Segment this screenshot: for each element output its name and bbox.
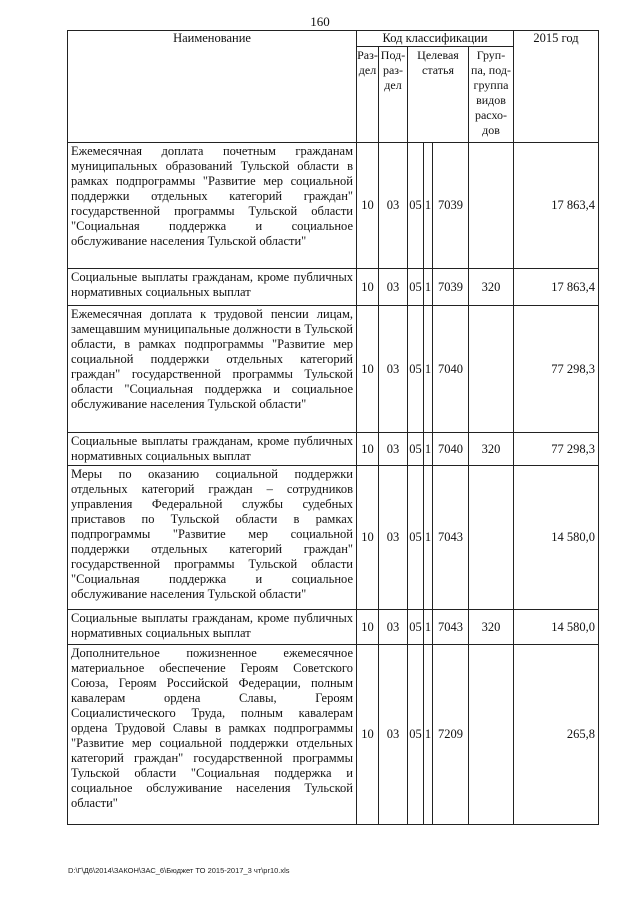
row-name: Ежемесячная доплата почетным гражданам муниципальных образований Тульской области в рамках подпрограммы "Развитие мер социальной поддержки отдельных категорий граждан" государственной программы Тульской области "Социальная поддержка и социальное обслуживание населения Тульской области" bbox=[68, 143, 357, 269]
row-target-subprogram: 1 bbox=[424, 466, 433, 610]
row-expense-type bbox=[469, 466, 514, 610]
row-expense-type: 320 bbox=[469, 269, 514, 306]
row-target-program: 05 bbox=[408, 645, 424, 825]
header-name: Наименование bbox=[68, 31, 357, 143]
header-year: 2015 год bbox=[514, 31, 599, 143]
row-name: Социальные выплаты гражданам, кроме публичных нормативных социальных выплат bbox=[68, 269, 357, 306]
row-target-code: 7043 bbox=[433, 610, 469, 645]
table-row bbox=[68, 610, 599, 645]
row-target-code: 7040 bbox=[433, 306, 469, 433]
row-target-code: 7039 bbox=[433, 143, 469, 269]
row-amount: 265,8 bbox=[514, 645, 599, 825]
row-amount: 77 298,3 bbox=[514, 433, 599, 466]
row-podrazdel: 03 bbox=[379, 466, 408, 610]
table-row bbox=[68, 433, 599, 466]
row-expense-type bbox=[469, 306, 514, 433]
header-target-article: Целевая статья bbox=[408, 47, 469, 143]
row-target-subprogram: 1 bbox=[424, 306, 433, 433]
header-razdel: Раз- дел bbox=[357, 47, 379, 143]
row-name: Меры по оказанию социальной поддержки отдельных категорий граждан – сотрудников управления Федеральной службы судебных приставов по Тульской области в рамках подпрограммы "Развитие мер социальной поддержки отдельных категорий граждан" государственной программы Тульской области "Социальная поддержка и социальное обслуживание населения Тульской области" bbox=[68, 466, 357, 610]
header-podrazdel: Под- раз- дел bbox=[379, 47, 408, 143]
row-target-program: 05 bbox=[408, 433, 424, 466]
row-target-code: 7039 bbox=[433, 269, 469, 306]
row-podrazdel: 03 bbox=[379, 143, 408, 269]
table-row bbox=[68, 645, 599, 825]
row-amount: 14 580,0 bbox=[514, 466, 599, 610]
table-row bbox=[68, 143, 599, 269]
row-name: Ежемесячная доплата к трудовой пенсии лицам, замещавшим муниципальные должности в Тульской области, в рамках подпрограммы "Развитие мер социальной поддержки отдельных категорий граждан" государственной программы Тульской области "Социальная поддержка и социальное обслуживание населения Тульской области" bbox=[68, 306, 357, 433]
row-razdel: 10 bbox=[357, 610, 379, 645]
row-podrazdel: 03 bbox=[379, 269, 408, 306]
row-target-program: 05 bbox=[408, 610, 424, 645]
row-amount: 77 298,3 bbox=[514, 306, 599, 433]
row-amount: 17 863,4 bbox=[514, 143, 599, 269]
row-amount: 14 580,0 bbox=[514, 610, 599, 645]
row-razdel: 10 bbox=[357, 466, 379, 610]
row-target-program: 05 bbox=[408, 269, 424, 306]
header-classification-code: Код классификации bbox=[357, 31, 514, 47]
row-target-subprogram: 1 bbox=[424, 610, 433, 645]
row-target-subprogram: 1 bbox=[424, 433, 433, 466]
row-target-subprogram: 1 bbox=[424, 645, 433, 825]
row-razdel: 10 bbox=[357, 143, 379, 269]
row-target-program: 05 bbox=[408, 143, 424, 269]
row-expense-type bbox=[469, 645, 514, 825]
row-name: Социальные выплаты гражданам, кроме публичных нормативных социальных выплат bbox=[68, 433, 357, 466]
row-expense-type: 320 bbox=[469, 433, 514, 466]
row-podrazdel: 03 bbox=[379, 645, 408, 825]
table-row bbox=[68, 466, 599, 610]
row-razdel: 10 bbox=[357, 433, 379, 466]
row-target-program: 05 bbox=[408, 306, 424, 433]
table-row bbox=[68, 269, 599, 306]
row-expense-type bbox=[469, 143, 514, 269]
row-name: Дополнительное пожизненное ежемесячное материальное обеспечение Героям Советского Союза, Героям Российской Федерации, полным кавалерам ордена Славы, Героям Социалистического Труда, полным кавалерам ордена Трудовой Славы в рамках подпрограммы "Развитие мер социальной поддержки отдельных категорий граждан" государственной программы Тульской области "Социальная поддержка и социальное обслуживание населения Тульской области" bbox=[68, 645, 357, 825]
file-path-footer: D:\Г\Д6\2014\ЗАКОН\ЗАС_6\Бюджет ТО 2015-2017_3 чт\pr10.xls bbox=[68, 866, 290, 875]
table-row bbox=[68, 306, 599, 433]
row-razdel: 10 bbox=[357, 306, 379, 433]
row-target-subprogram: 1 bbox=[424, 143, 433, 269]
row-expense-type: 320 bbox=[469, 610, 514, 645]
row-amount: 17 863,4 bbox=[514, 269, 599, 306]
row-razdel: 10 bbox=[357, 269, 379, 306]
row-podrazdel: 03 bbox=[379, 306, 408, 433]
row-podrazdel: 03 bbox=[379, 610, 408, 645]
page-number: 160 bbox=[310, 14, 330, 29]
row-name: Социальные выплаты гражданам, кроме публичных нормативных социальных выплат bbox=[68, 610, 357, 645]
row-target-code: 7040 bbox=[433, 433, 469, 466]
row-target-program: 05 bbox=[408, 466, 424, 610]
row-target-subprogram: 1 bbox=[424, 269, 433, 306]
budget-table bbox=[67, 30, 599, 825]
row-razdel: 10 bbox=[357, 645, 379, 825]
header-expense-group: Груп- па, под- группа видов расхо- дов bbox=[469, 47, 514, 143]
row-target-code: 7043 bbox=[433, 466, 469, 610]
row-target-code: 7209 bbox=[433, 645, 469, 825]
row-podrazdel: 03 bbox=[379, 433, 408, 466]
